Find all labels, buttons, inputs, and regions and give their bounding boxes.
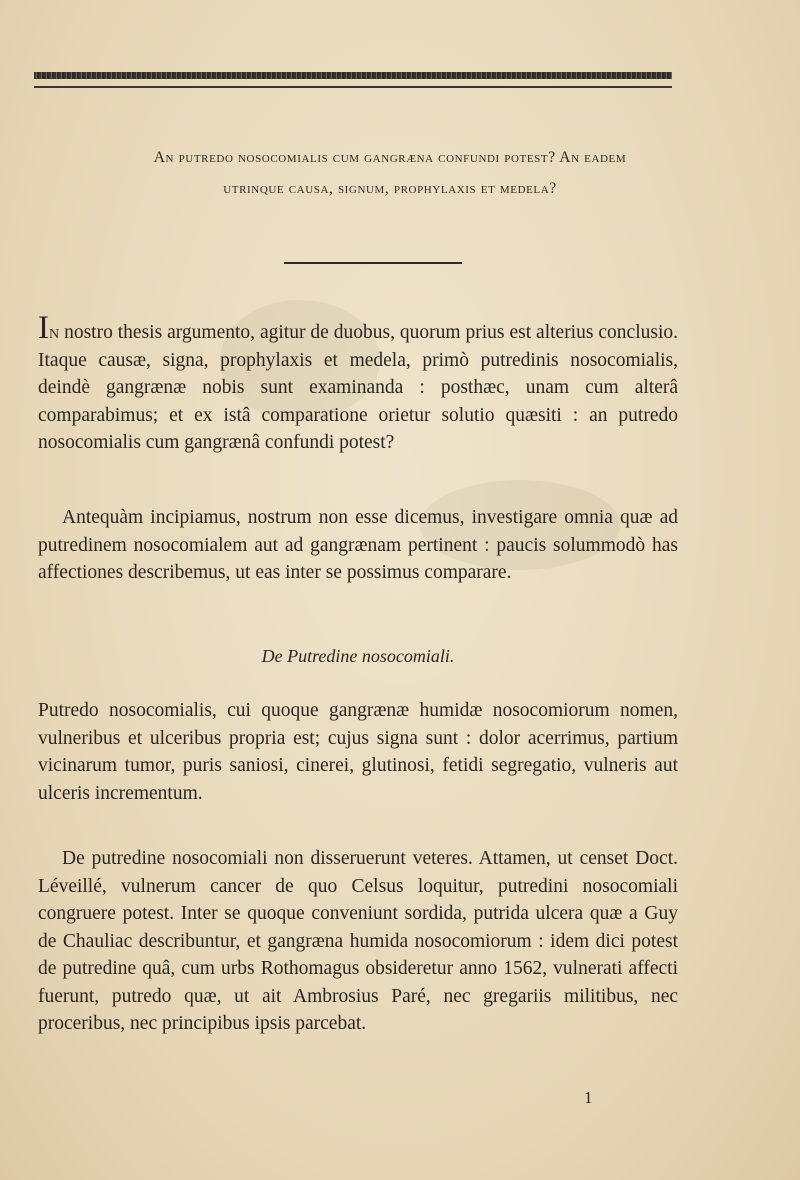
section-heading: De Putredine nosocomiali.: [261, 646, 455, 666]
page-number: 1: [584, 1088, 593, 1107]
paragraph-3: Putredo nosocomialis, cui quoque gangrænæ humidæ nosocomiorum nomen, vulneribus et ulceribus propria est; cujus signa sunt : dolor acerrimus, partium vicinarum tumor, puris saniosi, cinerei, glutinosi, fetidi segregatio, vulneris aut ulceris incrementum.: [38, 700, 678, 804]
small-caps-letter: n: [49, 322, 60, 343]
drop-cap: I: [38, 310, 49, 346]
paragraph-4: De putredine nosocomiali non disseruerunt veteres. Attamen, ut censet Doct. Léveillé, vulnerum cancer de quo Celsus loquitur, putredini nosocomiali congruere potest. Inter se quoque conveniunt sordida, putrida ulcera quæ a Guy de Chauliac describuntur, et gangræna humida nosocomiorum : idem dici potest de putredine quâ, cum urbs Rothomagus obsideretur anno 1562, vulnerati affecti fuerunt, putredo quæ, ut ait Ambrosius Paré, nec gregariis militibus, nec proceribus, nec principibus ipsis parcebat.: [38, 848, 678, 1034]
ornamental-rule: [34, 72, 672, 79]
section-divider: [284, 262, 462, 264]
title-line-1: An putredo nosocomialis cum gangræna confundi potest? An eadem: [153, 149, 627, 166]
paragraph-1-text: nostro thesis argumento, agitur de duobus, quorum prius est alterius conclusio. Itaque causæ, signa, prophylaxis et medela, primò putredinis nosocomialis, deindè gangrænæ nobis sunt examinanda : posthæc, unam cum alterâ comparabimus; et ex istâ comparatione orietur solutio quæsiti : an putredo nosocomialis cum gangrænâ confundi potest?: [38, 322, 678, 453]
title-line-2: utrinque causa, signum, prophylaxis et medela?: [223, 180, 557, 197]
header-rule: [34, 86, 672, 88]
paragraph-1: [38, 310, 678, 457]
paragraph-2: Antequàm incipiamus, nostrum non esse dicemus, investigare omnia quæ ad putredinem nosocomialem aut ad gangrænam pertinent : paucis solummodò has affectiones describemus, ut eas inter se possimus comparare.: [38, 507, 678, 583]
